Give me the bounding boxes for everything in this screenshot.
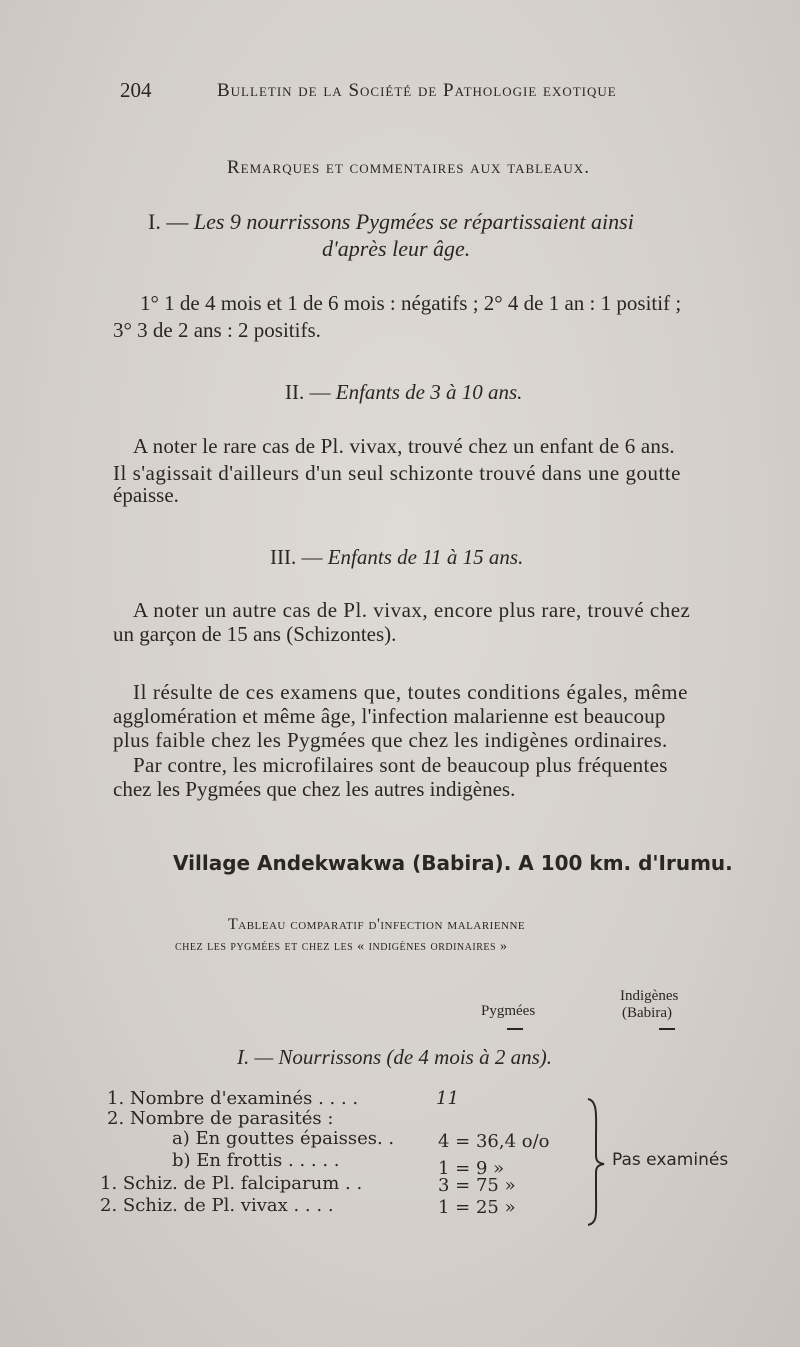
conclusion-line: chez les Pygmées que chez les autres indigènes. [113, 777, 516, 801]
part1-title-line1: Les 9 nourrissons Pygmées se répartissaient ainsi [193, 209, 634, 234]
table-row-label: 1. Schiz. de Pl. falciparum . . [100, 1173, 363, 1194]
table-row-value: 3 = 75 » [438, 1175, 516, 1196]
column-header-indigenes: Indigènes [620, 988, 679, 1004]
part3-title: Enfants de 11 à 15 ans. [327, 545, 524, 569]
table-row-value: 11 [436, 1088, 459, 1109]
conclusion-line: Il résulte de ces examens que, toutes conditions égales, même [133, 680, 689, 704]
part2-line: A noter le rare cas de Pl. vivax, trouvé chez un enfant de 6 ans. [133, 434, 675, 458]
page-number: 204 [120, 78, 152, 102]
running-title: Bulletin de la Société de Pathologie exotique [217, 80, 617, 101]
table-title-line1: Tableau comparatif d'infection malarienne [228, 916, 526, 933]
part2-title: Enfants de 3 à 10 ans. [335, 380, 523, 404]
table-row-value: 1 = 25 » [438, 1197, 516, 1218]
table-title-line2: chez les pygmées et chez les « indigènes ordinaires » [175, 939, 508, 954]
part1-ages-line2: 3° 3 de 2 ans : 2 positifs. [113, 318, 321, 342]
table-section-heading [237, 1045, 552, 1070]
part3-line: un garçon de 15 ans (Schizontes). [113, 622, 397, 646]
table-row-label: 2. Nombre de parasités : [107, 1108, 334, 1129]
part1-heading-line1 [148, 209, 634, 235]
part2-numeral: II. — [285, 380, 331, 404]
column-dash [659, 1028, 675, 1030]
conclusion-line: Par contre, les microfilaires sont de beaucoup plus fréquentes [133, 753, 668, 777]
part1-title-line2: d'après leur âge. [322, 236, 471, 261]
section-title: Remarques et commentaires aux tableaux. [227, 157, 590, 178]
part2-heading [285, 380, 522, 405]
column-header-babira: (Babira) [622, 1005, 672, 1021]
part2-line: Il s'agissait d'ailleurs d'un seul schizonte trouvé dans une goutte [113, 461, 681, 485]
indigenes-note: Pas examinés [612, 1150, 729, 1170]
column-header-pygmees: Pygmées [481, 1003, 536, 1019]
table-section-text: I. — Nourrissons (de 4 mois à 2 ans). [237, 1045, 553, 1069]
brace-icon [584, 1097, 608, 1227]
column-dash [507, 1028, 523, 1030]
table-row-label: 1. Nombre d'examinés . . . . [107, 1088, 359, 1109]
part3-numeral: III. — [270, 545, 323, 569]
part1-ages-line1: 1° 1 de 4 mois et 1 de 6 mois : négatifs ; 2° 4 de 1 an : 1 positif ; [140, 291, 682, 315]
table-row-value: 1 = 9 » [438, 1158, 505, 1179]
part2-line: épaisse. [113, 483, 179, 507]
table-row-label: b) En frottis . . . . . [172, 1150, 340, 1171]
table-row-label: 2. Schiz. de Pl. vivax . . . . [100, 1195, 334, 1216]
table-row-label: a) En gouttes épaisses. . [172, 1128, 395, 1149]
table-row-value: 4 = 36,4 o/o [438, 1131, 550, 1152]
part3-line: A noter un autre cas de Pl. vivax, encore plus rare, trouvé chez [133, 598, 691, 622]
conclusion-line: agglomération et même âge, l'infection malarienne est beaucoup [113, 704, 666, 728]
part3-heading [270, 545, 523, 570]
village-heading: Village Andekwakwa (Babira). A 100 km. d'Irumu. [173, 851, 733, 875]
conclusion-line: plus faible chez les Pygmées que chez les indigènes ordinaires. [113, 728, 668, 752]
part1-numeral: I. — [148, 209, 189, 234]
